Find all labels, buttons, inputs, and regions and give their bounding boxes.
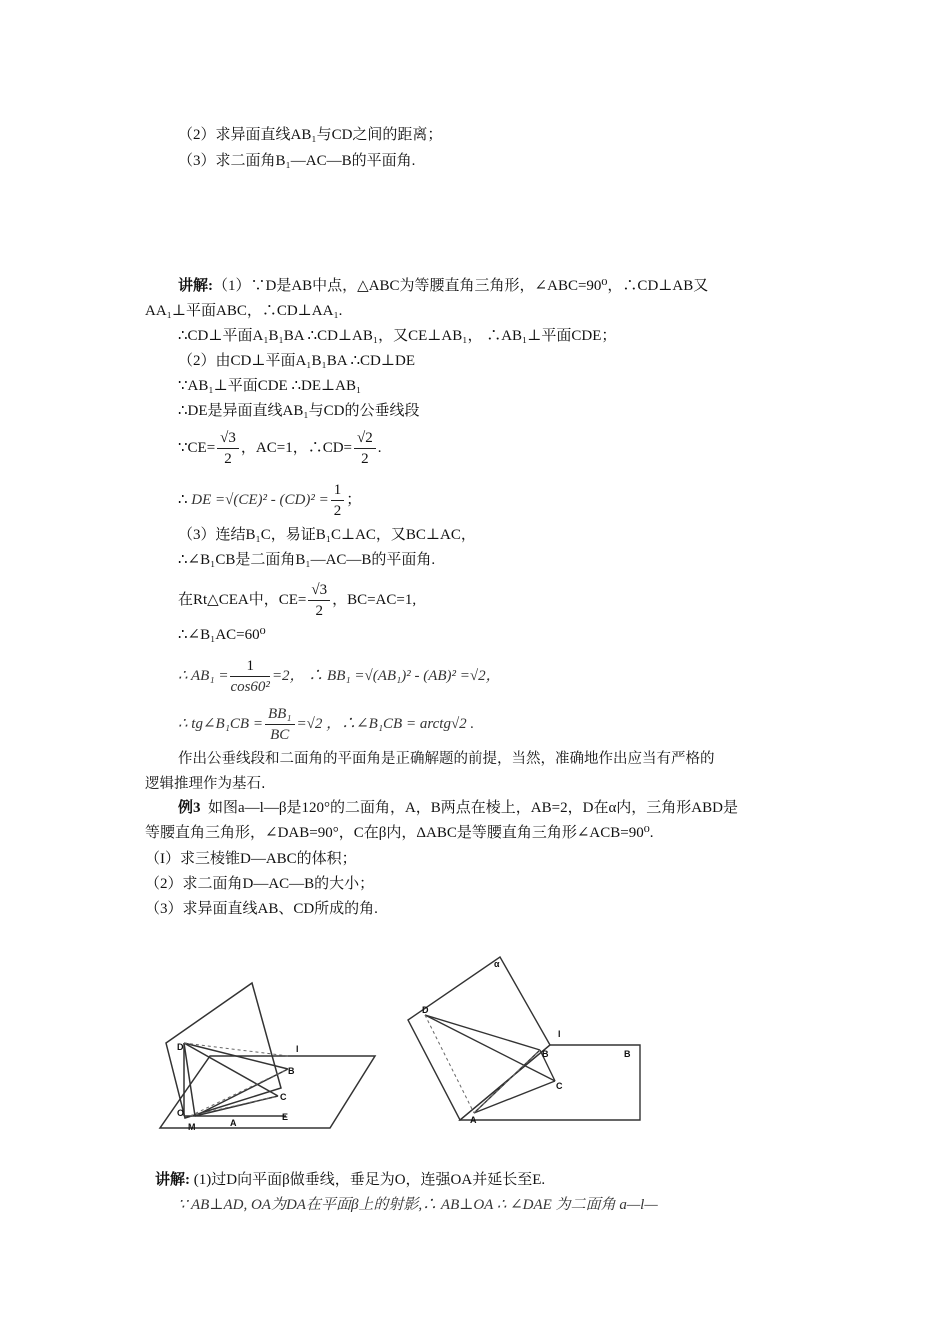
label-A: A <box>470 1115 477 1125</box>
fraction-sqrt2-over-2 <box>354 428 376 469</box>
solution-label: 讲解: <box>178 278 213 294</box>
solution-line-14 <box>178 704 474 745</box>
figure-left-drawing <box>150 968 390 1138</box>
numerator: 1 <box>230 656 270 677</box>
bb1-formula: =2， ∴ BB₁ =√(AB₁)² - (AB)² =√2， <box>271 667 501 684</box>
fraction-1-over-2 <box>331 480 345 521</box>
denominator: 2 <box>224 451 232 467</box>
label-B-2: B <box>624 1049 631 1059</box>
label-E: E <box>282 1112 289 1122</box>
example-3-line-2: 等腰直角三角形，∠DAB=90°，C在β内，ΔABC是等腰直角三角形∠ACB=90⁰. <box>145 825 654 841</box>
denominator: cos60² <box>230 679 270 695</box>
comment-line-1: 作出公垂线段和二面角的平面角是正确解题的前提，当然，准确地作出应当有严格的 <box>178 751 715 767</box>
example-text-1: 如图a—l—β是120°的二面角，A，B两点在棱上，AB=2，D在α内，三角形ABD是 <box>208 800 738 816</box>
denominator: 2 <box>361 451 369 467</box>
comment-line-2: 逻辑推理作为基石. <box>145 776 266 792</box>
label-D: D <box>422 1005 429 1015</box>
example-question-3: （3）求异面直线AB、CD所成的角. <box>145 901 378 917</box>
solution-line-1 <box>178 276 708 296</box>
label-D: D <box>177 1042 184 1052</box>
solution-2-label: 讲解: <box>155 1172 190 1188</box>
example-3-line-1 <box>178 798 738 818</box>
solution-line-6: ∴DE是异面直线AB₁与CD的公垂线段 <box>178 403 420 419</box>
numerator: 1 <box>331 480 345 501</box>
solution-line-11 <box>178 580 416 621</box>
denominator: 2 <box>315 603 323 619</box>
label-C: C <box>556 1081 563 1091</box>
fraction-bb1-over-bc <box>265 704 295 745</box>
question-2: （2）求异面直线AB₁与CD之间的距离； <box>178 127 443 143</box>
de-formula: DE =√(CE)² - (CD)² = <box>191 491 329 508</box>
solution-line-8 <box>178 480 361 521</box>
label-B: B <box>288 1066 295 1076</box>
example-question-2: （2）求二面角D—AC—B的大小； <box>145 876 375 892</box>
period: . <box>377 439 382 456</box>
therefore-symbol: ∴ <box>178 491 188 508</box>
cd-label: ，AC=1，∴CD= <box>240 439 353 456</box>
question-3: （3）求二面角B₁—AC—B的平面角. <box>178 153 416 169</box>
numerator: BB₁ <box>265 704 295 725</box>
label-B: B <box>542 1049 549 1059</box>
label-A: A <box>230 1118 237 1128</box>
denominator: 2 <box>333 503 342 519</box>
numerator: √3 <box>217 428 239 449</box>
solution-2-line-2: ∵ AB⊥AD, OA为DA在平面β上的射影,∴ AB⊥OA ∴ ∠DAE 为二面角 a—l— <box>178 1197 658 1213</box>
ce-label: ∵CE= <box>178 439 216 456</box>
ab1-formula: ∴ AB₁ = <box>178 667 229 684</box>
solution-text-1: （1）∵D是AB中点，△ABC为等腰直角三角形，∠ABC=90⁰，∴CD⊥AB又 <box>213 278 709 294</box>
bc-ac-text: ，BC=AC=1, <box>332 591 417 608</box>
solution-line-13 <box>178 656 501 697</box>
denominator: BC <box>270 727 290 743</box>
numerator: √3 <box>308 580 330 601</box>
label-O: O <box>177 1108 185 1118</box>
solution-2-line-1 <box>155 1170 545 1190</box>
label-C: C <box>280 1092 287 1102</box>
solution-2-text-1: (1)过D向平面β做垂线，垂足为O，连强OA并延长至E. <box>193 1172 546 1188</box>
label-l: l <box>558 1029 561 1039</box>
semicolon: ； <box>346 491 362 508</box>
arctg-result: =√2 ，∴∠B₁CB = arctg√2 . <box>296 715 475 732</box>
label-alpha: α <box>494 959 500 969</box>
solution-line-12: ∴∠B₁AC=60⁰ <box>178 627 266 643</box>
example-question-1: （I）求三棱锥D—ABC的体积； <box>145 851 357 867</box>
label-M: M <box>188 1122 196 1132</box>
solution-line-4: （2）由CD⊥平面A₁B₁BA ∴CD⊥DE <box>178 353 415 369</box>
fraction-1-over-cos60 <box>230 656 270 697</box>
solution-line-5: ∵AB₁⊥平面CDE ∴DE⊥AB₁ <box>178 378 362 394</box>
numerator: √2 <box>354 428 376 449</box>
solution-line-10: ∴∠B₁CB是二面角B₁—AC—B的平面角. <box>178 552 436 568</box>
solution-line-3: ∴CD⊥平面A₁B₁BA ∴CD⊥AB₁，又CE⊥AB₁， ∴AB₁⊥平面CDE； <box>178 328 617 344</box>
tg-formula: ∴ tg∠B₁CB = <box>178 715 263 732</box>
solution-line-9: （3）连结B₁C，易证B₁C⊥AC，又BC⊥AC， <box>178 527 476 543</box>
solution-line-7 <box>178 428 382 469</box>
figure-right-drawing <box>400 945 645 1130</box>
fraction-sqrt3-over-2 <box>308 580 330 621</box>
rt-triangle-text: 在Rt△CEA中，CE= <box>178 591 307 608</box>
example-label: 例3 <box>178 800 201 816</box>
figure-right <box>400 945 645 1135</box>
solution-line-2: AA₁⊥平面ABC，∴CD⊥AA₁. <box>145 303 343 319</box>
fraction-sqrt3-over-2 <box>217 428 239 469</box>
label-l: l <box>296 1044 299 1054</box>
figure-left <box>150 968 390 1143</box>
